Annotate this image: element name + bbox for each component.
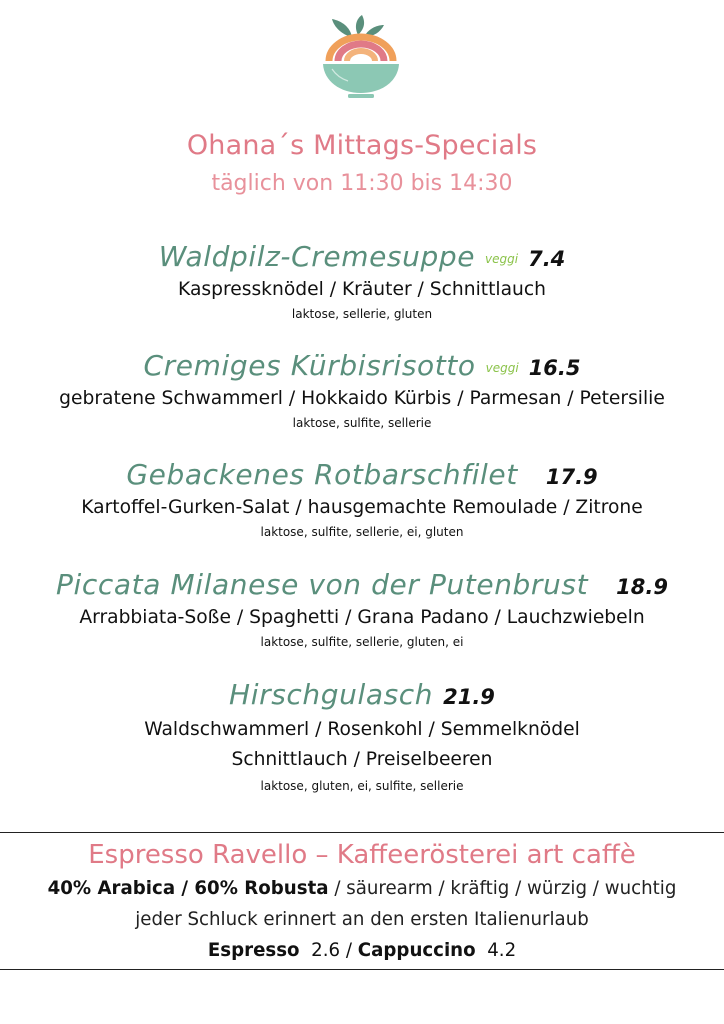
coffee-prices-line	[0, 940, 724, 961]
menu-item	[0, 566, 724, 652]
cappuccino-label: Cappuccino	[357, 940, 476, 961]
menu-item	[0, 238, 724, 324]
dish-description: Arrabbiata-Soße / Spaghetti / Grana Padano / Lauchzwiebeln	[79, 607, 645, 628]
menu-hours: täglich von 11:30 bis 14:30	[211, 171, 513, 196]
dish-price: 18.9	[616, 575, 668, 599]
dish-allergens: laktose, sulfite, sellerie, gluten, ei	[260, 635, 464, 649]
dish-price: 17.9	[545, 465, 598, 489]
cappuccino-price: 4.2	[487, 940, 517, 961]
dish-name: Gebackenes Rotbarschfilet	[126, 458, 518, 491]
bowl-logo-icon	[318, 15, 404, 107]
dish-price: 7.4	[528, 247, 566, 271]
coffee-notes: / säurearm / kräftig / würzig / wuchtig	[328, 878, 677, 899]
espresso-label: Espresso	[207, 940, 300, 961]
espresso-price: 2.6	[311, 940, 341, 961]
dish-description: Waldschwammerl / Rosenkohl / Semmelknödel	[144, 719, 580, 740]
divider-top	[0, 832, 724, 833]
coffee-title: Espresso Ravello – Kaffeerösterei art caffè	[88, 840, 636, 870]
dish-name: Piccata Milanese von der Putenbrust	[56, 568, 589, 601]
dish-allergens: laktose, sellerie, gluten	[291, 307, 433, 321]
menu-title: Ohana´s Mittags-Specials	[186, 130, 538, 161]
veggi-badge: veggi	[485, 361, 519, 375]
coffee-tagline: jeder Schluck erinnert an den ersten Italienurlaub	[135, 909, 589, 930]
veggi-badge: veggi	[485, 252, 519, 266]
menu-item	[0, 347, 724, 433]
dish-description-line-2: Schnittlauch / Preiselbeeren	[231, 749, 493, 770]
divider-bottom	[0, 969, 724, 970]
dish-price: 16.5	[528, 356, 581, 380]
dish-description: Kaspressknödel / Kräuter / Schnittlauch	[178, 279, 546, 300]
menu-item	[0, 456, 724, 542]
dish-name: Waldpilz-Cremesuppe	[158, 240, 476, 273]
dish-description: gebratene Schwammerl / Hokkaido Kürbis / Parmesan / Petersilie	[59, 388, 665, 409]
menu-item	[0, 676, 724, 796]
coffee-blend: 40% Arabica / 60% Robusta	[47, 878, 329, 899]
dish-price: 21.9	[443, 685, 495, 709]
dish-description: Kartoffel-Gurken-Salat / hausgemachte Remoulade / Zitrone	[81, 497, 643, 518]
price-separator: /	[340, 940, 358, 961]
dish-name: Hirschgulasch	[229, 678, 434, 711]
dish-allergens: laktose, sulfite, sellerie	[292, 416, 432, 430]
dish-allergens: laktose, sulfite, sellerie, ei, gluten	[260, 525, 464, 539]
dish-allergens: laktose, gluten, ei, sulfite, sellerie	[260, 779, 464, 793]
coffee-blend-line	[0, 878, 724, 899]
dish-name: Cremiges Kürbisrisotto	[143, 349, 476, 382]
